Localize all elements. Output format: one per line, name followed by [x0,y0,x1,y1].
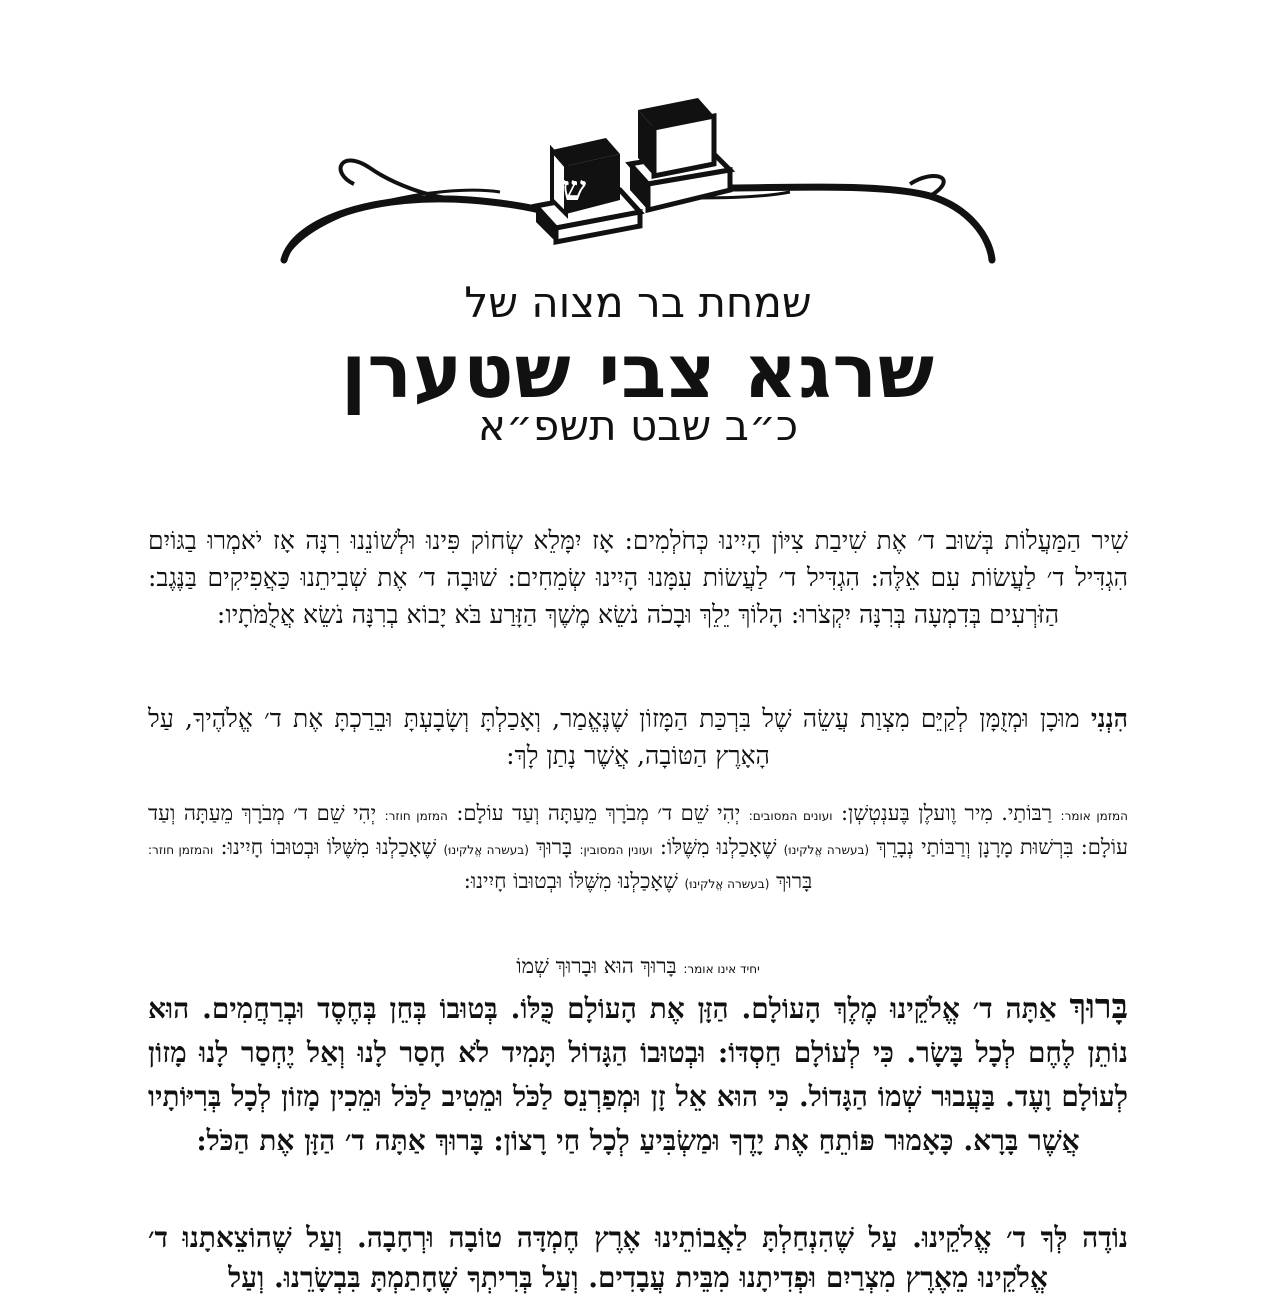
hazan-text: אַתָּה ד׳ אֱלֹקֵינוּ מֶלֶךְ הָעוֹלָם. הַזָּן אֶת הָעוֹלָם כֻּלּוֹ. בְּטוּבוֹ בְּחֵן בְּחֶסֶד וּבְרַחֲמִים. הוּא נוֹתֵן לֶחֶם לְכָל בָּשָׂר. כִּי לְעוֹלָם חַסְדּוֹ: וּבְטוּבוֹ הַגָּדוֹל תָּמִיד לֹא חָסַר לָנוּ וְאַל יֶחְסַר לָנוּ מָזוֹן לְעוֹלָם וָעֶד. בַּעֲבוּר שְׁמוֹ הַגָּדוֹל. כִּי הוּא אֵל זָן וּמְפַרְנֵס לַכֹּל וּמֵטִיב לַכֹּל וּמֵכִין מָזוֹן לְכָל בְּרִיּוֹתָיו אֲשֶׁר בָּרָא. כָּאָמוּר פּוֹתֵחַ אֶת יָדֶךָ וּמַשְׂבִּיעַ לְכָל חַי רָצוֹן: בָּרוּךְ אַתָּה ד׳ הַזָּן אֶת הַכֹּל: [148,992,1128,1157]
shir-hamaalos-text: שִׁיר הַמַּעֲלוֹת בְּשׁוּב ד׳ אֶת שִׁיבַת צִיּוֹן הָיִינוּ כְּחֹלְמִים: אָז יִמָּלֵא שְׂחוֹק פִּינוּ וּלְשׁוֹנֵנוּ רִנָּה אָז יֹאמְרוּ בַגּוֹיִם הִגְדִּיל ד׳ לַעֲשׂוֹת עִם אֵלֶּה: הִגְדִּיל ד׳ לַעֲשׂוֹת עִמָּנוּ הָיִינוּ שְׂמֵחִים: שׁוּבָה ד׳ אֶת שְׁבִיתֵנוּ כַּאֲפִיקִים בַּנֶּגֶב: הַזֹּרְעִים בְּדִמְעָה בְּרִנָּה יִקְצֹרוּ: הָלוֹךְ יֵלֵךְ וּבָכֹה נֹשֵׂא מֶשֶׁךְ הַזָּרַע בֹּא יָבוֹא בְרִנָּה נֹשֵׂא אֲלֻמֹּתָיו: [148,526,1128,629]
event-subtitle: שמחת בר מצוה של [464,278,812,327]
zimun-line-1: רַבּוֹתַי. מִיר וֶועלֶן בֶּענְטְשְׁן: [840,801,1053,825]
zimun-line-4: שֶׁאָכַלְנוּ מִשֶּׁלּוֹ: [659,835,777,859]
zimun-label-asara: (בעשרה אֱלֹקינוּ) [783,843,870,857]
zimun-line-2: יְהִי שֵׁם ד׳ מְבֹרָךְ מֵעַתָּה וְעַד עוֹלָם: [456,801,741,825]
yachid-label: יחיד אינו אומר: [683,962,760,976]
zimun-label-onim: ועונים המסובים: [748,809,833,823]
zimun-label-chozer-2: והמזמן חוזר: [148,843,214,857]
zimun-label-onin: ועונין המסובין: [579,843,653,857]
event-date: כ״ב שבט תשפ״א [477,401,799,450]
nodeh-paragraph [148,1218,1128,1298]
hineni-first-word: הִנְנִי [1090,704,1129,733]
zimun-line-8: שֶׁאָכַלְנוּ מִשֶּׁלּוֹ וּבְטוּבוֹ חָיִינוּ: [463,869,678,893]
zimun-line-3: יְהִי שֵׁם ד׳ מְבֹרָךְ מֵעַתָּה וְעַד עוֹלָם: בִּרְשׁוּת מָרָנָן וְרַבּוֹתַי נְבָרֵךְ [148,801,1128,859]
zimun-line-5: בָּרוּךְ [536,835,573,859]
zimun-paragraph [148,798,1128,900]
zimun-line-7: בָּרוּךְ [776,869,813,893]
zimun-label-mezamen: המזמן אומר: [1060,809,1128,823]
nodeh-first-word: נוֹדֶה [1082,1221,1128,1254]
tefillin-icon [270,88,1010,278]
shin-letter: ש [562,169,587,209]
nodeh-text: לְּךָ ד׳ אֱלֹקֵינוּ. עַל שֶׁהִנְחַלְתָּ לַאֲבוֹתֵינוּ אֶרֶץ חֶמְדָּה טוֹבָה וּרְחָבָה. וְעַל שֶׁהוֹצֵאתָנוּ ד׳ אֱלֹקֵינוּ מֵאֶרֶץ מִצְרַיִם וּפְדִיתָנוּ מִבֵּית עֲבָדִים. וְעַל בְּרִיתְךָ שֶׁחָתַמְתָּ בִּבְשָׂרֵנוּ. וְעַל [148,1221,1068,1294]
hazan-paragraph [148,985,1128,1163]
yachid-text: בָּרוּךְ הוּא וּבָרוּךְ שְׁמוֹ [516,954,677,978]
shir-hamaalos-paragraph [148,522,1128,633]
hineni-paragraph [148,700,1128,774]
hineni-text: מוּכָן וּמְזֻמָּן לְקַיֵּם מִצְוַת עֲשֵׂה שֶׁל בִּרְכַּת הַמָּזוֹן שֶׁנֶּאֱמַר, וְאָכַלְתָּ וְשָׂבָעְתָּ וּבֵרַכְתָּ אֶת ד׳ אֱלֹהֶיךָ, עַל הָאָרֶץ הַטּוֹבָה, אֲשֶׁר נָתַן לָךְ: [148,704,1080,770]
bar-mitzvah-name: שרגא צבי שטערן [341,329,935,415]
zimun-line-6: שֶׁאָכַלְנוּ מִשֶּׁלּוֹ וּבְטוּבוֹ חָיִינוּ: [220,835,437,859]
yachid-line [148,952,1128,983]
hazan-first-word: בָּרוּךְ [1069,987,1129,1027]
zimun-label-asara-3: (בעשרה אֱלֹקינוּ) [684,877,770,891]
zimun-label-asara-2: (בעשרה אֱלֹקינוּ) [443,843,529,857]
zimun-label-chozer: המזמן חוזר: [384,809,448,823]
